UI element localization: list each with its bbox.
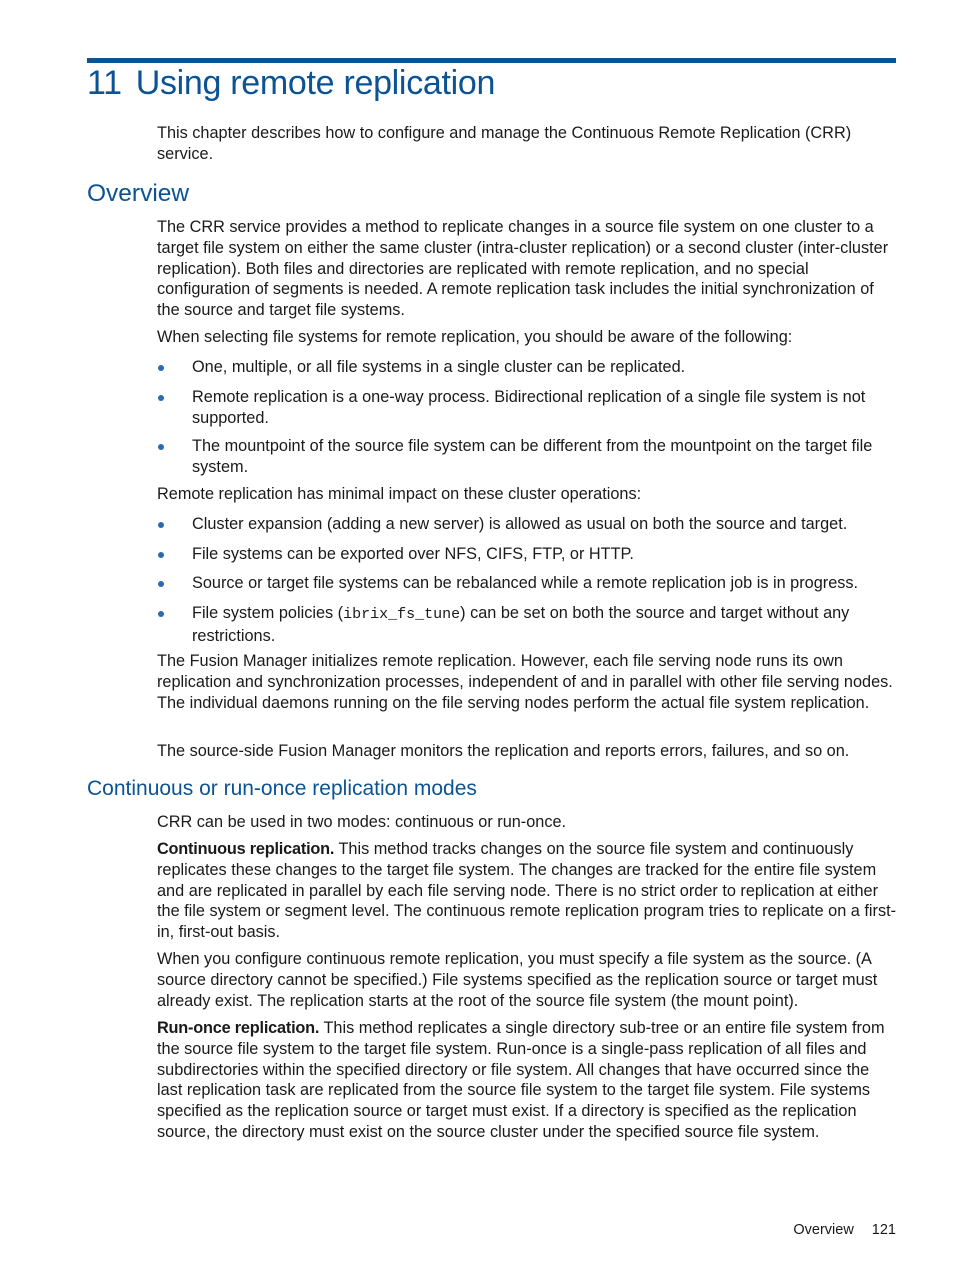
overview-heading: Overview — [87, 180, 190, 207]
list-item: Source or target file systems can be rebalanced while a remote replication job is in progress. — [192, 574, 859, 592]
list-item: The mountpoint of the source file system can be different from the mountpoint on the target file system. — [192, 437, 873, 476]
overview-paragraph-3: Remote replication has minimal impact on these cluster operations: — [157, 485, 642, 503]
modes-paragraph-1: CRR can be used in two modes: continuous or run-once. — [157, 813, 567, 831]
continuous-paragraph — [157, 839, 898, 943]
modes-heading: Continuous or run-once replication modes — [87, 777, 477, 800]
footer-section: Overview — [793, 1222, 854, 1238]
chapter-number: 11 — [87, 64, 122, 102]
list-item: File systems can be exported over NFS, CIFS, FTP, or HTTP. — [192, 545, 634, 563]
runonce-label: Run-once replication. — [157, 1019, 320, 1037]
chapter-title-text: Using remote replication — [135, 64, 496, 102]
overview-paragraph-1: The CRR service provides a method to replicate changes in a source file system on one cluster to a target file system on either the same cluster (intra-cluster replication) or a second cluster (inter-cluster replication). Both files and directories are replicated with remote replication, and no special configuration of segments is needed. A remote replication task includes the initial synchronization of the source and target file systems. — [157, 218, 889, 320]
modes-paragraph-3: When you configure continuous remote replication, you must specify a file system as the source. (A source directory cannot be specified.) File systems specified as the replication source or target must already exist. The replication starts at the root of the source file system (the mount point). — [157, 950, 878, 1010]
bullet-icon — [158, 611, 164, 617]
page-number: 121 — [871, 1222, 896, 1238]
overview-paragraph-2: When selecting file systems for remote replication, you should be aware of the following: — [157, 328, 793, 346]
overview-paragraph-5: The source-side Fusion Manager monitors the replication and reports errors, failures, and so on. — [157, 742, 850, 760]
command-code: ibrix_fs_tune — [343, 606, 461, 623]
bullet-icon — [158, 395, 164, 401]
policies-text-after: ) can be set on both the source and target without any restrictions. — [192, 604, 850, 645]
chapter-title — [87, 64, 495, 103]
chapter-rule — [87, 58, 896, 63]
list-item: Cluster expansion (adding a new server) is allowed as usual on both the source and target. — [192, 515, 848, 533]
list-item: Remote replication is a one-way process. Bidirectional replication of a single file system is not supported. — [192, 388, 866, 427]
overview-paragraph-4: The Fusion Manager initializes remote replication. However, each file serving node runs its own replication and synchronization processes, independent of and in parallel with other file serving nodes. The individual daemons running on the file serving nodes perform the actual file system replication. — [157, 652, 893, 712]
chapter-intro: This chapter describes how to configure and manage the Continuous Remote Replication (CRR) service. — [157, 124, 852, 163]
list-item — [192, 603, 898, 647]
policies-text-before: File system policies ( — [192, 604, 344, 622]
bullet-icon — [158, 552, 164, 558]
continuous-text: This method tracks changes on the source file system and continuously replicates these changes to the target file system. The changes are tracked for the entire file system and are replicated in parallel by each file serving node. There is no strict order to replication at either the file system or segment level. The continuous remote replication program tries to replicate on a first-in, first-out basis. — [157, 840, 897, 942]
continuous-label: Continuous replication. — [157, 840, 335, 858]
bullet-icon — [158, 444, 164, 450]
bullet-icon — [158, 581, 164, 587]
bullet-icon — [158, 365, 164, 371]
runonce-text: This method replicates a single directory sub-tree or an entire file system from the source file system to the target file system. Run-once is a single-pass replication of all files and subdirectories within the specified directory or file system. All changes that have occurred since the last replication task are replicated from the source file system to the target file system. File systems specified as the replication source or target must exist. If a directory is specified as the replication source, the directory must exist on the source cluster under the specified source file system. — [157, 1019, 885, 1141]
page-footer — [793, 1222, 896, 1238]
runonce-paragraph — [157, 1018, 898, 1143]
bullet-icon — [158, 522, 164, 528]
list-item: One, multiple, or all file systems in a single cluster can be replicated. — [192, 358, 686, 376]
